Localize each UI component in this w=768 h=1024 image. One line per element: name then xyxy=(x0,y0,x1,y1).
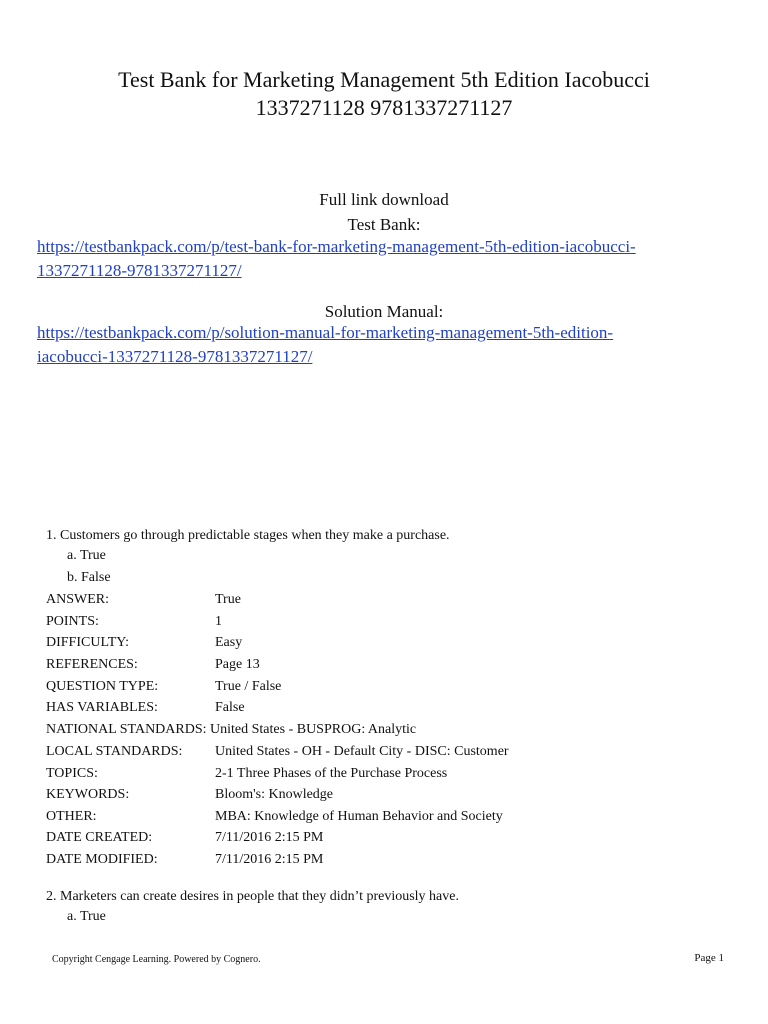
meta-key: DIFFICULTY: xyxy=(46,635,129,650)
meta-value: MBA: Knowledge of Human Behavior and Society xyxy=(215,809,503,824)
meta-key: POINTS: xyxy=(46,614,99,629)
question-1-text: 1. Customers go through predictable stages when they make a purchase. xyxy=(46,528,450,543)
question-1-option-b: b. False xyxy=(67,570,111,585)
question-2-text: 2. Marketers can create desires in people that they didn’t previously have. xyxy=(46,889,459,904)
test-bank-link-line-2[interactable]: 1337271128-9781337271127/ xyxy=(37,261,242,280)
meta-value: United States - BUSPROG: Analytic xyxy=(210,722,417,737)
footer-copyright: Copyright Cengage Learning. Powered by Cognero. xyxy=(52,954,261,965)
meta-value: 2-1 Three Phases of the Purchase Process xyxy=(215,766,448,781)
solution-manual-link[interactable] xyxy=(37,321,737,369)
test-bank-link[interactable] xyxy=(37,235,737,283)
meta-value: 1 xyxy=(215,614,222,629)
title-line-2: 1337271128 9781337271127 xyxy=(255,95,513,120)
meta-key: QUESTION TYPE: xyxy=(46,679,159,694)
document-title xyxy=(0,66,768,122)
meta-key: OTHER: xyxy=(46,809,97,824)
full-link-label: Full link download xyxy=(319,190,449,209)
meta-value: United States - OH - Default City - DISC: Customer xyxy=(215,744,509,759)
meta-key: NATIONAL STANDARDS: xyxy=(46,722,207,737)
test-bank-label: Test Bank: xyxy=(347,215,421,234)
meta-value: 7/11/2016 2:15 PM xyxy=(215,830,324,845)
meta-value: False xyxy=(215,700,245,715)
meta-value: Page 13 xyxy=(215,657,260,672)
meta-key: DATE MODIFIED: xyxy=(46,852,158,867)
meta-key: HAS VARIABLES: xyxy=(46,700,158,715)
solution-manual-label: Solution Manual: xyxy=(324,302,444,321)
meta-key: REFERENCES: xyxy=(46,657,138,672)
meta-value: 7/11/2016 2:15 PM xyxy=(215,852,324,867)
meta-value: Bloom's: Knowledge xyxy=(215,787,334,802)
question-1-option-a: a. True xyxy=(67,548,106,563)
meta-key: KEYWORDS: xyxy=(46,787,130,802)
meta-inline xyxy=(46,721,416,739)
footer-page-number: Page 1 xyxy=(694,952,724,964)
meta-value: Easy xyxy=(215,635,243,650)
solution-link-line-2[interactable]: iacobucci-1337271128-9781337271127/ xyxy=(37,347,313,366)
meta-key: ANSWER: xyxy=(46,592,109,607)
meta-value: True / False xyxy=(215,679,282,694)
meta-value: True xyxy=(215,592,241,607)
meta-key: DATE CREATED: xyxy=(46,830,153,845)
title-line-1: Test Bank for Marketing Management 5th Edition Iacobucci xyxy=(118,67,650,92)
question-2-option-a: a. True xyxy=(67,909,106,924)
test-bank-link-line-1[interactable]: https://testbankpack.com/p/test-bank-for-marketing-management-5th-edition-iacobucci- xyxy=(37,237,636,256)
meta-key: LOCAL STANDARDS: xyxy=(46,744,183,759)
meta-key: TOPICS: xyxy=(46,766,98,781)
solution-link-line-1[interactable]: https://testbankpack.com/p/solution-manual-for-marketing-management-5th-edition- xyxy=(37,323,614,342)
